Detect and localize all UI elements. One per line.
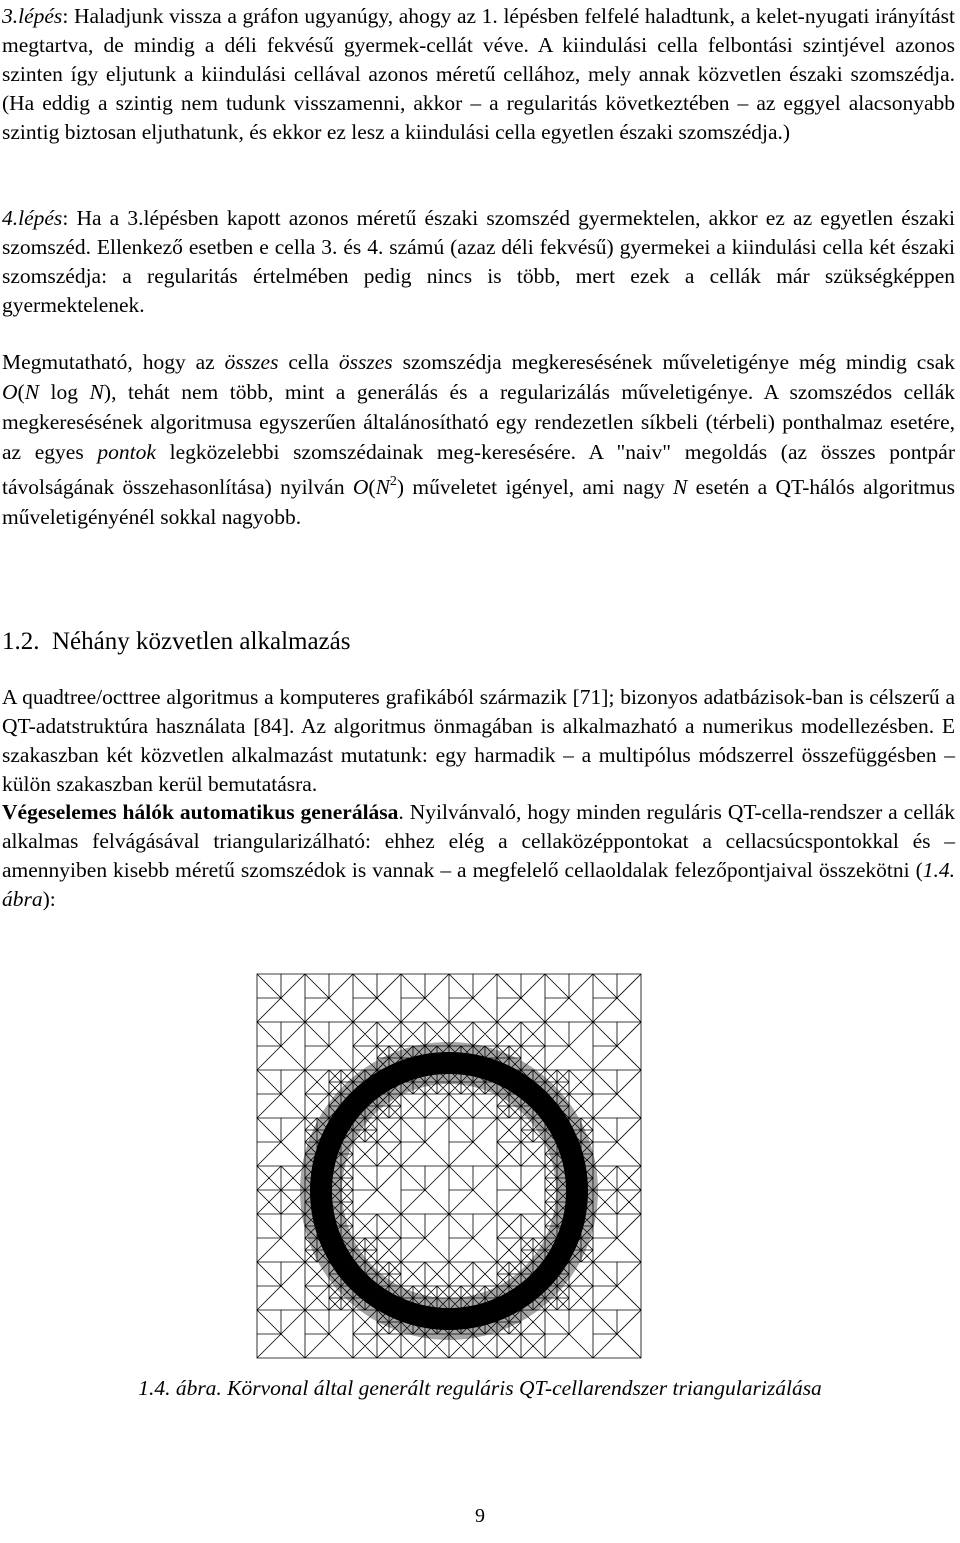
paragraph-mesh-generation xyxy=(2,798,955,914)
section-title: Néhány közvetlen alkalmazás xyxy=(52,628,351,655)
paragraph-step4 xyxy=(2,204,955,320)
section-heading xyxy=(2,626,350,658)
page-number: 9 xyxy=(475,1505,485,1527)
complexity-text-2: cella xyxy=(278,350,339,374)
complexity-emphasis-1: összes xyxy=(224,350,279,374)
step3-text: : Haladjunk vissza a gráfon ugyanúgy, ahogy az 1. lépésben felfelé haladtunk, a kelet-nyugati irányítást megtartva, de mindig a déli fekvésű gyermek-cellát véve. A kiindulási cella felbontási szintjével azonos szinten így eljutunk a kiindulási cellával azonos méretű cellához, mely annak közvetlen északi szomszédja. (Ha eddig a szintig nem tudunk visszamenni, akkor – a regularitás következtében – az eggyel alacsonyabb szintig biztosan eljuthatunk, és ekkor ez lesz a kiindulási cella egyetlen északi szomszédja.) xyxy=(2,4,955,144)
complexity-text-1: Megmutatható, hogy az xyxy=(2,350,225,374)
figure-reference: 1.4. ábra xyxy=(2,858,955,911)
complexity-text-6: műveletet igényel, ami nagy xyxy=(404,475,674,499)
complexity-text-7: esetén a QT-hálós algoritmus műveletigényénél sokkal nagyobb. xyxy=(2,475,955,529)
step3-label: 3.lépés xyxy=(2,4,63,28)
complexity-text-5: legközelebbi szomszédainak meg-keresésére. A "naiv" megoldás (az összes pontpár távolságának összehasonlítása) nyilván xyxy=(2,440,955,499)
formula-n-squared: $O(N^2)$ xyxy=(352,474,405,499)
step4-text: : Ha a 3.lépésben kapott azonos méretű északi szomszéd gyermektelen, akkor ez az egyetlen északi szomszéd. Ellenkező esetben e cella 3. és 4. számú (azaz déli fekvésű) gyermekei a kiindulási cella két északi szomszédja: a regularitás értelmében pedig nincs is több, mert ezek a cellák már szükségképpen gyermektelenek. xyxy=(2,206,955,317)
figure-qt-mesh xyxy=(229,958,658,1368)
applications-text: A quadtree/octtree algoritmus a komputeres grafikából származik [71]; bizonyos adatbázisok-ban is célszerű a QT-adatstruktúra használata [84]. Az algoritmus önmagában is alkalmazható a numerikus modellezésben. E szakaszban két közvetlen alkalmazást mutatunk: egy harmadik – a multipólus módszerrel összefüggésben – külön szakaszban kerül bemutatásra. xyxy=(2,685,955,796)
section-number: 1.2. xyxy=(2,628,40,655)
mesh-generation-title: Végeselemes hálók automatikus generálása xyxy=(2,800,399,824)
complexity-text-4: , tehát nem több, mint a generálás és a regularizálás műveletigénye. A szomszédos cellák megkeresésének algoritmusa egyszerűen általánosítható egy rendezetlen síkbeli (térbeli) ponthalmaz esetére, az egyes xyxy=(2,380,955,464)
mesh-generation-end: ): xyxy=(42,887,56,911)
step4-label: 4.lépés xyxy=(2,206,63,230)
paragraph-applications xyxy=(2,683,955,799)
mesh-generation-text: . Nyilvánvaló, hogy minden reguláris QT-cella-rendszer a cellák alkalmas felvágásával triangularizálható: ehhez elég a cellaközéppontokat a cellacsúcspontokkal és – amennyiben kisebb méretű szomszédok is vannak – a megfelelő cellaoldalak felezőpontjaival összekötni ( xyxy=(2,800,955,882)
complexity-emphasis-3: pontok xyxy=(97,440,156,464)
complexity-emphasis-4: N xyxy=(673,475,688,499)
paragraph-step3 xyxy=(2,2,955,147)
complexity-emphasis-2: összes xyxy=(338,350,393,374)
complexity-text-3: szomszédja megkeresésének műveletigénye még mindig csak xyxy=(392,350,955,374)
formula-nlogn: O(N log N) xyxy=(2,380,112,404)
figure-caption: 1.4. ábra. Körvonal által generált reguláris QT-cellarendszer triangularizálása xyxy=(138,1376,822,1400)
paragraph-complexity xyxy=(2,347,955,532)
qt-triangulation-figure xyxy=(229,958,658,1368)
